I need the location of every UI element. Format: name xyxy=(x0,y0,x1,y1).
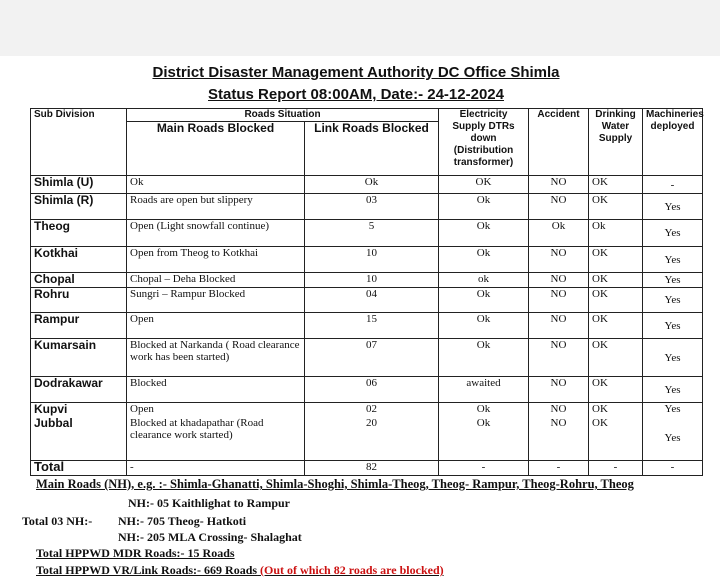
cell-electricity: awaited xyxy=(439,377,529,403)
cell-total-accident: - xyxy=(529,461,589,476)
cell-water: OK xyxy=(589,403,643,417)
footer-nh-3: NH:- 205 MLA Crossing- Shalaghat xyxy=(118,530,302,544)
header-main-roads: Main Roads Blocked xyxy=(127,122,305,176)
cell-machinery: Yes xyxy=(643,220,703,247)
cell-subdivision: Theog xyxy=(31,220,127,247)
table-row xyxy=(31,288,703,313)
footer-main-roads: Main Roads (NH), e.g. :- Shimla-Ghanatti, Shimla-Shoghi, Shimla-Theog, Theog- Rampur, Theog-Rohru, Theog xyxy=(36,477,634,491)
cell-main-roads: Chopal – Deha Blocked xyxy=(127,273,305,288)
cell-accident: NO xyxy=(529,247,589,273)
top-band xyxy=(0,0,720,56)
table-row xyxy=(31,313,703,339)
footer-vr: Total HPPWD VR/Link Roads:- 669 Roads xyxy=(36,563,258,577)
cell-link-roads: 20 xyxy=(305,417,439,461)
cell-electricity: Ok xyxy=(439,220,529,247)
cell-subdivision: Chopal xyxy=(31,273,127,288)
cell-accident: NO xyxy=(529,273,589,288)
cell-machinery: Yes xyxy=(643,247,703,273)
cell-machinery: - xyxy=(643,176,703,194)
footer-vr-note: (Out of which 82 roads are blocked) xyxy=(260,563,444,577)
cell-accident: NO xyxy=(529,339,589,377)
cell-accident: NO xyxy=(529,288,589,313)
cell-accident: NO xyxy=(529,313,589,339)
cell-main-roads: Blocked at khadapathar (Road clearance work started) xyxy=(127,417,305,461)
cell-link-roads: 07 xyxy=(305,339,439,377)
table-row xyxy=(31,417,703,461)
cell-main-roads: Ok xyxy=(127,176,305,194)
cell-subdivision: Shimla (U) xyxy=(31,176,127,194)
table-row xyxy=(31,247,703,273)
cell-main-roads: Open xyxy=(127,313,305,339)
cell-link-roads: 04 xyxy=(305,288,439,313)
table-row xyxy=(31,194,703,220)
header-water: Drinking Water Supply xyxy=(589,109,643,176)
cell-main-roads: Open xyxy=(127,403,305,417)
header-sub-division: Sub Division xyxy=(31,109,127,176)
cell-water: Ok xyxy=(589,220,643,247)
cell-machinery: Yes xyxy=(643,403,703,417)
cell-accident: NO xyxy=(529,377,589,403)
cell-accident: Ok xyxy=(529,220,589,247)
cell-link-roads: 06 xyxy=(305,377,439,403)
cell-total-main: - xyxy=(127,461,305,476)
header-electricity: Electricity Supply DTRs down (Distribution transformer) xyxy=(439,109,529,176)
cell-link-roads: 10 xyxy=(305,247,439,273)
cell-link-roads: 5 xyxy=(305,220,439,247)
cell-electricity: Ok xyxy=(439,339,529,377)
table-total-row xyxy=(31,461,703,476)
cell-total-label: Total xyxy=(31,461,127,476)
cell-electricity: Ok xyxy=(439,247,529,273)
footer-vr-line xyxy=(36,563,444,578)
footer-nh-label: Total 03 NH:- xyxy=(22,514,93,528)
cell-accident: NO xyxy=(529,403,589,417)
cell-machinery: Yes xyxy=(643,417,703,461)
cell-accident: NO xyxy=(529,417,589,461)
header-roads-situation: Roads Situation xyxy=(127,109,439,122)
cell-subdivision: Kotkhai xyxy=(31,247,127,273)
cell-total-machinery: - xyxy=(643,461,703,476)
table-row xyxy=(31,176,703,194)
cell-machinery: Yes xyxy=(643,273,703,288)
cell-total-water: - xyxy=(589,461,643,476)
cell-main-roads: Open from Theog to Kotkhai xyxy=(127,247,305,273)
cell-electricity: Ok xyxy=(439,417,529,461)
cell-link-roads: 15 xyxy=(305,313,439,339)
cell-main-roads: Blocked xyxy=(127,377,305,403)
cell-machinery: Yes xyxy=(643,288,703,313)
table-row xyxy=(31,273,703,288)
table-row xyxy=(31,403,703,417)
cell-electricity: Ok xyxy=(439,403,529,417)
cell-machinery: Yes xyxy=(643,377,703,403)
table-row xyxy=(31,339,703,377)
cell-water: OK xyxy=(589,313,643,339)
cell-water: OK xyxy=(589,247,643,273)
cell-subdivision: Rohru xyxy=(31,288,127,313)
cell-machinery: Yes xyxy=(643,313,703,339)
cell-main-roads: Sungri – Rampur Blocked xyxy=(127,288,305,313)
cell-subdivision: Dodrakawar xyxy=(31,377,127,403)
cell-accident: NO xyxy=(529,194,589,220)
cell-water: OK xyxy=(589,288,643,313)
cell-subdivision: Shimla (R) xyxy=(31,194,127,220)
cell-link-roads: Ok xyxy=(305,176,439,194)
cell-main-roads: Open (Light snowfall continue) xyxy=(127,220,305,247)
cell-electricity: Ok xyxy=(439,313,529,339)
cell-accident: NO xyxy=(529,176,589,194)
report-title: District Disaster Management Authority DC Office Shimla xyxy=(152,64,560,81)
header-link-roads: Link Roads Blocked xyxy=(305,122,439,176)
cell-water: OK xyxy=(589,377,643,403)
cell-main-roads: Blocked at Narkanda ( Road clearance work has been started) xyxy=(127,339,305,377)
report-subtitle: Status Report 08:00AM, Date:- 24-12-2024 xyxy=(208,86,504,103)
cell-total-electricity: - xyxy=(439,461,529,476)
cell-subdivision: Jubbal xyxy=(31,417,127,461)
cell-water: OK xyxy=(589,417,643,461)
cell-link-roads: 03 xyxy=(305,194,439,220)
table-row xyxy=(31,220,703,247)
cell-water: OK xyxy=(589,176,643,194)
cell-electricity: ok xyxy=(439,273,529,288)
footer-nh-1: NH:- 05 Kaithlighat to Rampur xyxy=(128,496,290,510)
status-table xyxy=(30,108,703,476)
header-machinery: Machineries deployed xyxy=(643,109,703,176)
footer-mdr: Total HPPWD MDR Roads:- 15 Roads xyxy=(36,546,235,560)
table-row xyxy=(31,377,703,403)
cell-total-link: 82 xyxy=(305,461,439,476)
cell-link-roads: 10 xyxy=(305,273,439,288)
cell-subdivision: Rampur xyxy=(31,313,127,339)
header-accident: Accident xyxy=(529,109,589,176)
cell-link-roads: 02 xyxy=(305,403,439,417)
cell-subdivision: Kupvi xyxy=(31,403,127,417)
cell-water: OK xyxy=(589,194,643,220)
cell-electricity: Ok xyxy=(439,288,529,313)
cell-electricity: Ok xyxy=(439,194,529,220)
cell-electricity: OK xyxy=(439,176,529,194)
cell-water: OK xyxy=(589,273,643,288)
cell-water: OK xyxy=(589,339,643,377)
cell-subdivision: Kumarsain xyxy=(31,339,127,377)
footer-nh-2: NH:- 705 Theog- Hatkoti xyxy=(118,514,247,528)
cell-machinery: Yes xyxy=(643,339,703,377)
cell-machinery: Yes xyxy=(643,194,703,220)
cell-main-roads: Roads are open but slippery xyxy=(127,194,305,220)
